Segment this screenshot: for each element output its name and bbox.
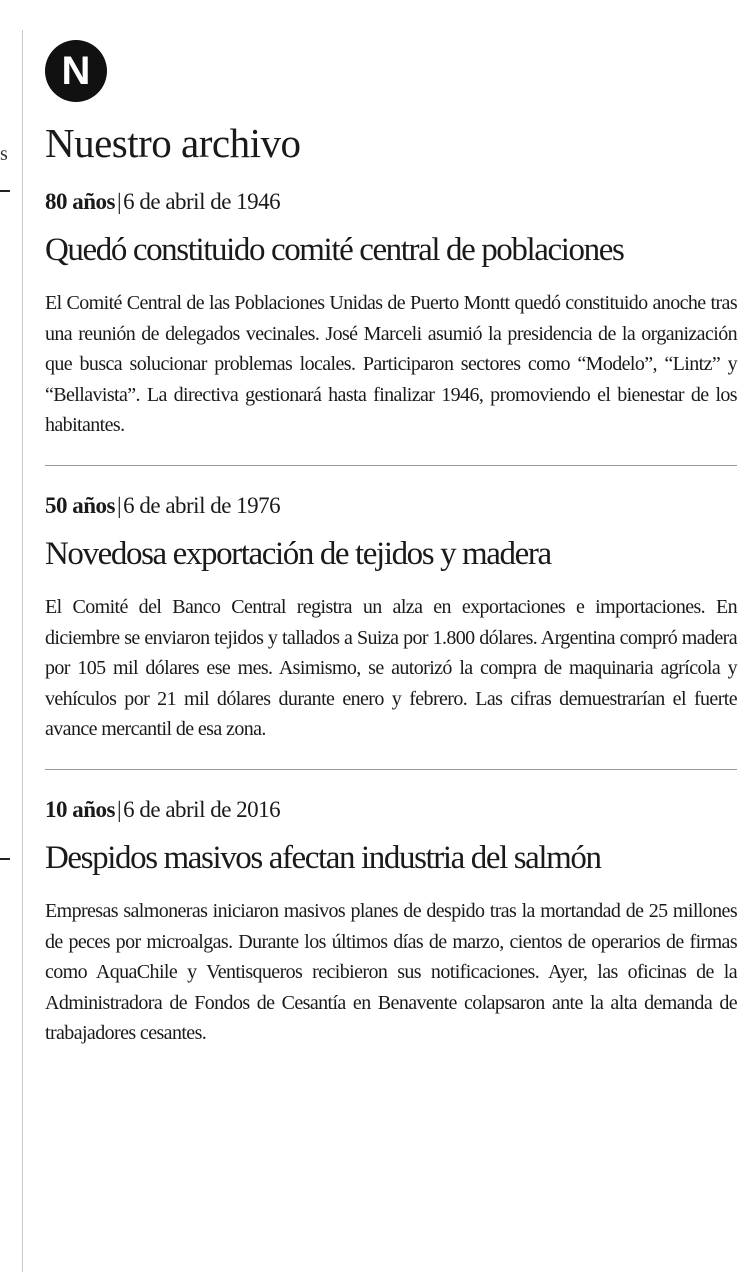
- article-body: El Comité del Banco Central registra un alza en exportaciones e importaciones. En diciembre se enviaron tejidos y tallados a Suiza por 1.800 dólares. Argentina compró madera por 105 mil dólares ese mes. Asimismo, se autorizó la compra de maquinaria agrícola y vehículos por 21 mil dólares durante enero y febrero. Las cifras demuestrarían el fuerte avance mercantil de esa zona.: [45, 595, 737, 741]
- article-date: 6 de abril de 2016: [123, 796, 281, 822]
- article-years: 50 años: [45, 492, 115, 518]
- article-dateline: [45, 188, 737, 216]
- article-80-years: [45, 188, 737, 441]
- article-headline: Quedó constituido comité central de poblaciones: [45, 232, 624, 268]
- article-50-years: [45, 492, 737, 745]
- article-body: Empresas salmoneras iniciaron masivos planes de despido tras la mortandad de 25 millones de peces por microalgas. Durante los últimos días de marzo, cientos de operarios de firmas como AquaChile y Ventisqueros recibieron sus notificaciones. Ayer, las oficinas de la Administradora de Fondos de Cesantía en Benavente colapsaron ante la alta demanda de trabajadores cesantes.: [45, 899, 737, 1045]
- article-years: 10 años: [45, 796, 115, 822]
- section-badge-icon: N: [45, 40, 107, 102]
- article-divider: [45, 769, 737, 770]
- article-dateline: [45, 796, 737, 824]
- article-10-years: [45, 796, 737, 1049]
- article-body: El Comité Central de las Poblaciones Unidas de Puerto Montt quedó constituido anoche tras una reunión de delegados vecinales. José Marceli asumió la presidencia de la organización que busca solucionar problemas locales. Participaron sectores como “Modelo”, “Lintz” y “Bellavista”. La directiva gestionará hasta finalizar 1946, promoviendo el bienestar de los habitantes.: [45, 292, 737, 437]
- article-headline: Novedosa exportación de tejidos y madera: [45, 535, 551, 572]
- dateline-separator: |: [117, 796, 122, 822]
- article-divider: [45, 465, 737, 466]
- article-years: 80 años: [45, 189, 115, 214]
- section-title: Nuestro archivo: [45, 120, 301, 166]
- article-dateline: [45, 492, 737, 520]
- edge-fragment-dash: [0, 190, 10, 192]
- archive-column: [45, 40, 737, 1049]
- column-rule: [22, 30, 23, 1272]
- article-headline: Despidos masivos afectan industria del salmón: [45, 839, 601, 876]
- dateline-separator: |: [117, 492, 122, 518]
- article-date: 6 de abril de 1976: [123, 492, 281, 518]
- edge-fragment-dash: [0, 858, 10, 860]
- article-date: 6 de abril de 1946: [123, 189, 281, 214]
- dateline-separator: |: [117, 189, 122, 214]
- edge-fragment-mark: s: [0, 143, 8, 165]
